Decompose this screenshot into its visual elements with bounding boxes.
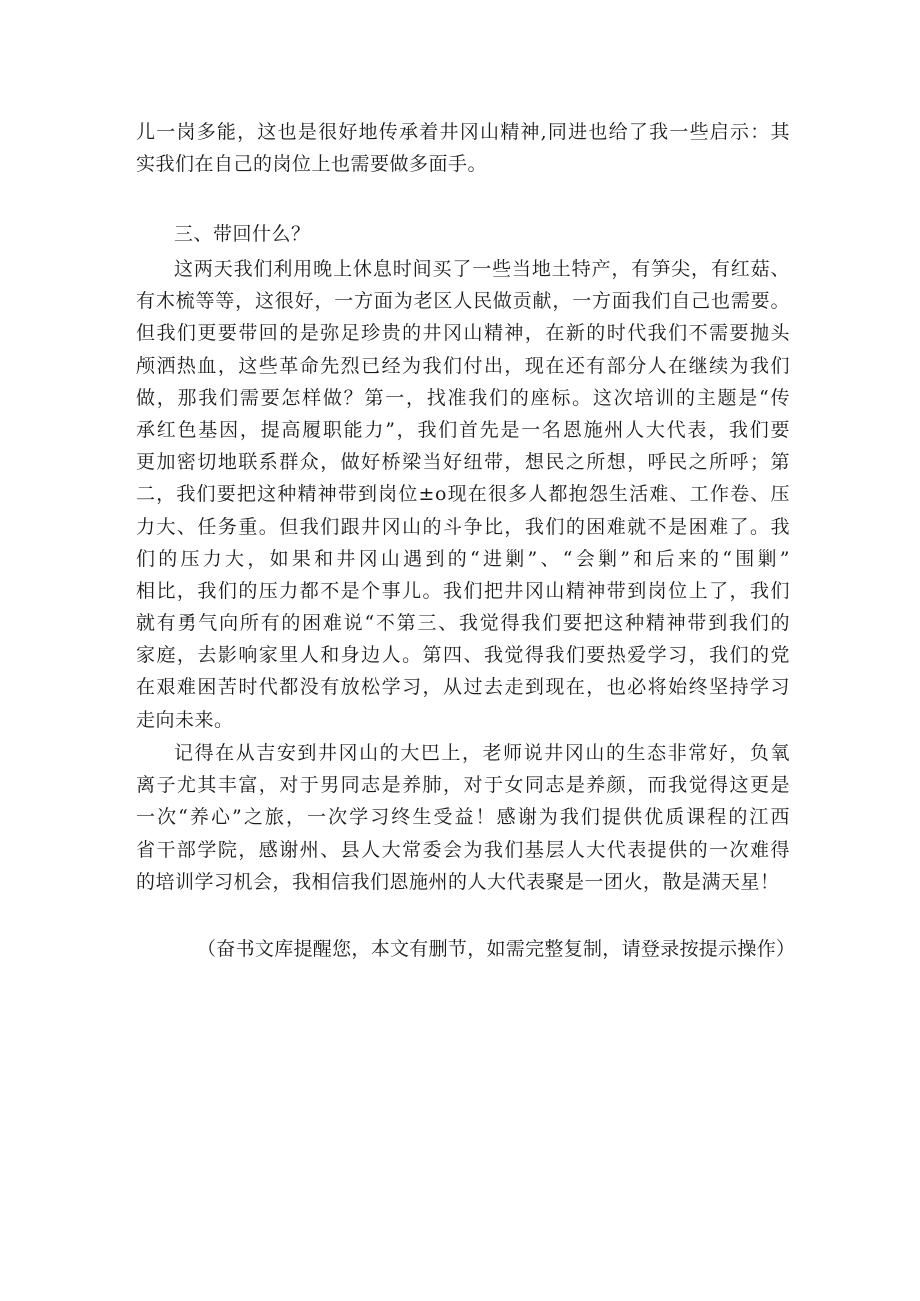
- text-line: 力大、任务重。但我们跟井冈山的斗争比，我们的困难就不是困难了。我: [136, 515, 790, 538]
- text-line: 相比，我们的压力都不是个事儿。我们把井冈山精神带到岗位上了，我们: [136, 579, 790, 602]
- text-line: 记得在从吉安到井冈山的大巴上，老师说井冈山的生态非常好，负氧: [174, 742, 790, 764]
- text-line: 这两天我们利用晚上休息时间买了一些当地土特产，有笋尖，有红菇、: [174, 258, 790, 280]
- text-line: 二，我们要把这种精神带到岗位±o现在很多人都抱怨生活难、工作卷、压: [136, 483, 790, 506]
- text-line: 走向未来。: [136, 708, 234, 731]
- text-line: 更加密切地联系群众，做好桥梁当好纽带，想民之所想，呼民之所呼；第: [136, 451, 790, 474]
- text-line: 离子尤其丰富，对于男同志是养肺，对于女同志是养颜，而我觉得这更是: [136, 774, 790, 797]
- text-line: 家庭，去影响家里人和身边人。第四、我觉得我们要热爱学习，我们的党: [136, 644, 790, 667]
- text-line: 省干部学院，感谢州、县人大常委会为我们基层人大代表提供的一次难得: [136, 838, 790, 861]
- section-heading: [136, 218, 790, 250]
- paragraph-take-back: [136, 253, 790, 736]
- text-line: 做，那我们需要怎样做？第一，找准我们的座标。这次培训的主题是“传: [136, 386, 790, 409]
- text-line: 实我们在自己的岗位上也需要做多面手。: [136, 153, 488, 176]
- text-line: 儿一岗多能，这也是很好地传承着井冈山精神,同进也给了我一些启示：其: [136, 121, 790, 143]
- heading-text: 三、带回什么？: [174, 223, 311, 245]
- text-line: 的培训学习机会，我相信我们恩施州的人大代表聚是一团火，散是满天星！: [136, 870, 780, 893]
- text-line: 承红色基因，提高履职能力”，我们首先是一名恩施州人大代表，我们要: [136, 418, 790, 441]
- text-line: 一次“养心”之旅，一次学习终生受益！感谢为我们提供优质课程的江西: [136, 806, 790, 829]
- paragraph-continued: [136, 116, 790, 180]
- paragraph-closing: [136, 737, 790, 898]
- text-line: 颅洒热血，这些革命先烈已经为我们付出，现在还有部分人在继续为我们: [136, 354, 790, 377]
- text-line: 在艰难困苦时代都没有放松学习，从过去走到现在，也必将始终坚持学习: [136, 676, 790, 699]
- text-line: 但我们更要带回的是弥足珍贵的井冈山精神，在新的时代我们不需要抛头: [136, 322, 790, 345]
- text-line: 就有勇气向所有的困难说“不第三、我觉得我们要把这种精神带到我们的: [136, 612, 790, 635]
- text-line: 有木梳等等，这很好，一方面为老区人民做贡献，一方面我们自己也需要。: [136, 290, 790, 313]
- truncation-notice: （奋书文库提醒您，本文有删节，如需完整复制，请登录按提示操作）: [197, 938, 796, 960]
- text-line: 们的压力大，如果和井冈山遇到的“进剿”、“会剿”和后来的“围剿”: [136, 547, 790, 570]
